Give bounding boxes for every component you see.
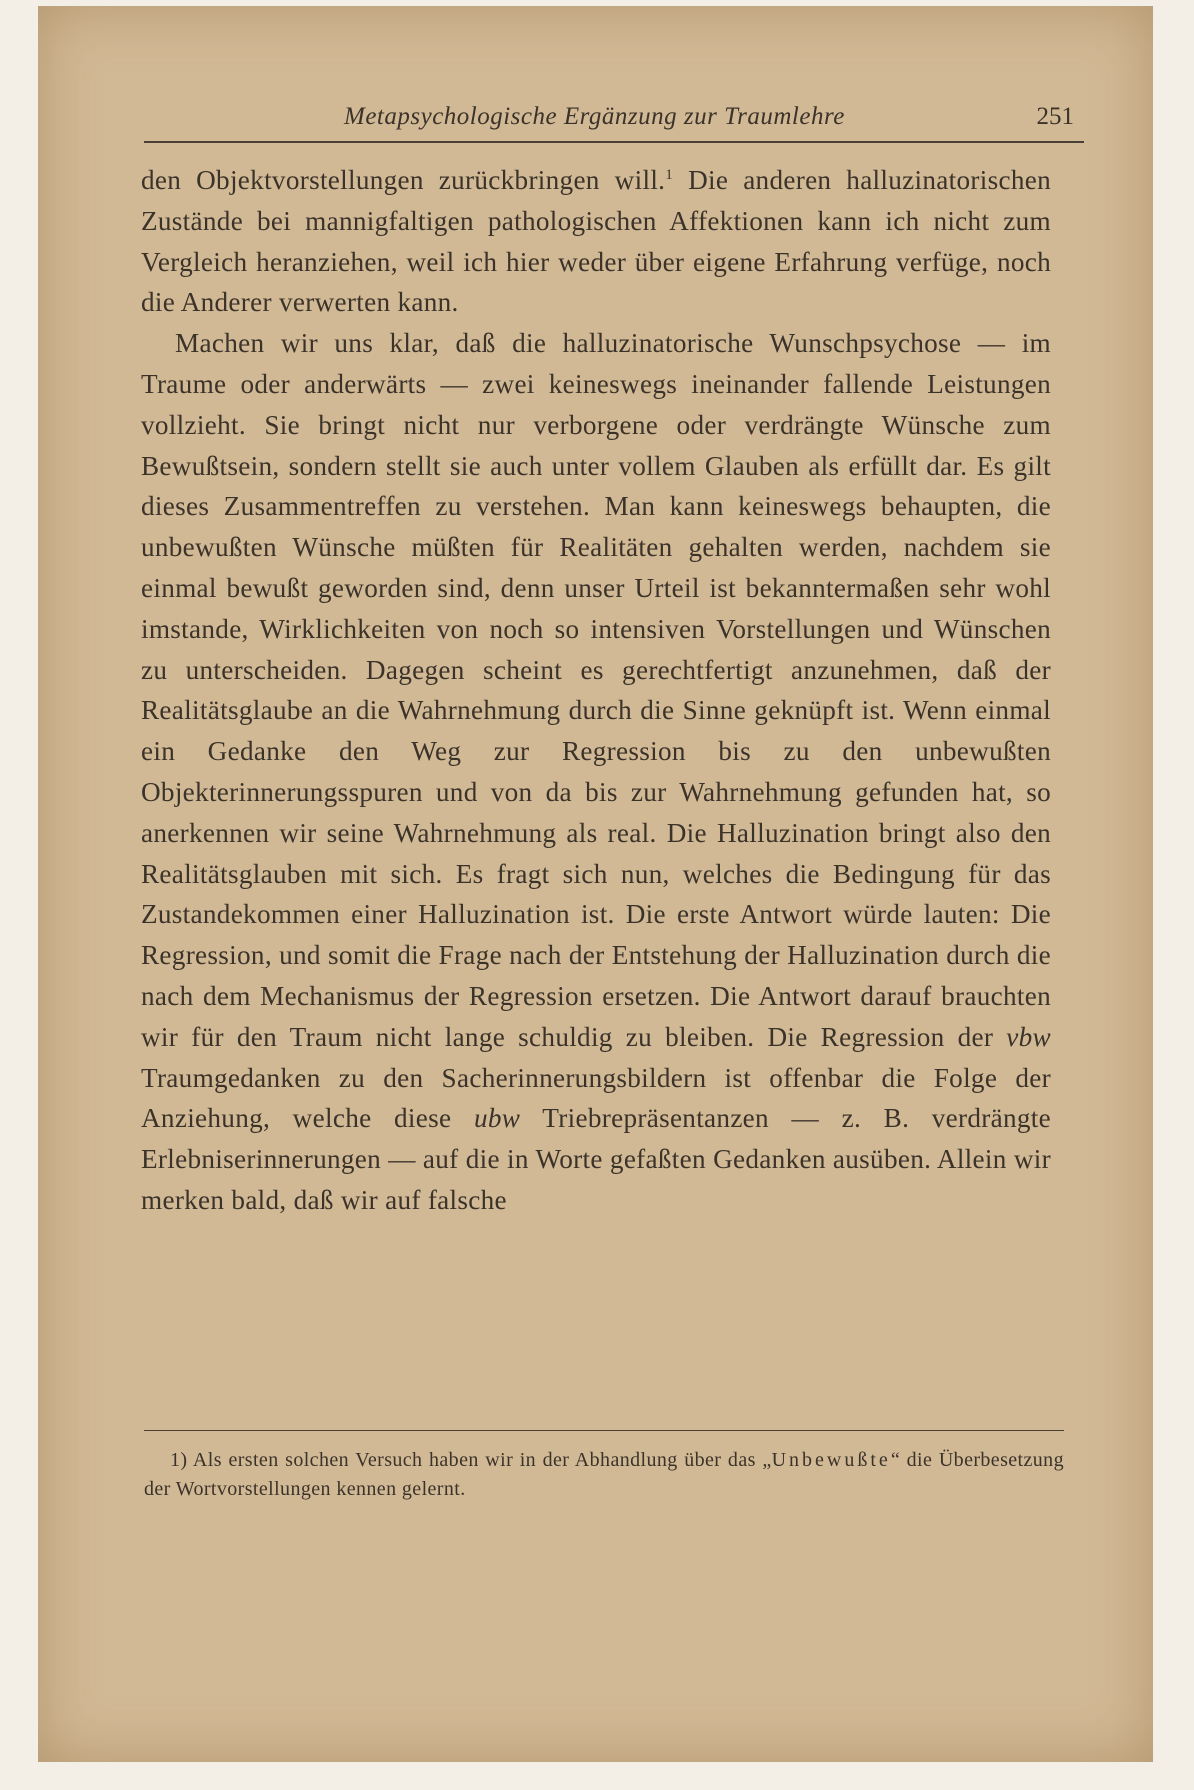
term-ubw: ubw (473, 1103, 521, 1134)
footnote-marker: 1) (170, 1449, 193, 1471)
footnote-text-a: Als ersten solchen Versuch haben wir in der Abhandlung über das „ (192, 1449, 772, 1471)
page-number: 251 (1036, 103, 1074, 130)
term-vbw: vbw (1006, 1021, 1051, 1052)
paragraph-1 (141, 160, 1051, 323)
running-title: Metapsychologische Ergänzung zur Traumlehre (344, 103, 845, 130)
footnote-reference: 1 (665, 166, 674, 183)
running-header (144, 101, 1084, 143)
paragraph-2 (141, 323, 1051, 1221)
paragraph-1-text-a: den Objektvorstellungen zurückbringen will. (141, 165, 666, 195)
footnote-text-b: “ die Überbesetzung der Wortvorstellungen kennen gelernt. (144, 1449, 1064, 1500)
footnote-spaced-term: Unbewußte (771, 1449, 891, 1471)
scanned-page (38, 6, 1153, 1762)
footnote (144, 1446, 1064, 1504)
body-text (141, 160, 1051, 1221)
footnote-divider (144, 1430, 1064, 1431)
paragraph-2-text-a: Machen wir uns klar, daß die halluzinatorische Wunschpsychose — im Traume oder anderwärts — zwei keineswegs ineinander fallende Leistungen vollzieht. Sie bringt nicht nur verborgene oder verdrängte Wünsche zum Bewußtsein, sondern stellt sie auch unter vollem Glauben als erfüllt dar. Es gilt dieses Zusammentreffen zu verstehen. Man kann keineswegs behaupten, die unbewußten Wünsche müßten für Realitäten gehalten werden, nachdem sie einmal bewußt geworden sind, denn unser Urteil ist bekanntermaßen sehr wohl imstande, Wirklichkeiten von noch so intensiven Vorstellungen und Wünschen zu unterscheiden. Dagegen scheint es gerechtfertigt anzunehmen, daß der Realitätsglaube an die Wahrnehmung durch die Sinne geknüpft ist. Wenn einmal ein Gedanke den Weg zur Regression bis zu den unbewußten Objekterinnerungsspuren und von da bis zur Wahrnehmung gefunden hat, so anerkennen wir seine Wahrnehmung als real. Die Halluzination bringt also den Realitätsglauben mit sich. Es fragt sich nun, welches die Bedingung für das Zustandekommen einer Halluzination ist. Die erste Antwort würde lauten: Die Regression, und somit die Frage nach der Entstehung der Halluzination durch die nach dem Mechanismus der Regression ersetzen. Die Antwort darauf brauchten wir für den Traum nicht lange schuldig zu bleiben. Die Regression der (141, 328, 1051, 1052)
paragraph-2-text-b: Traumgedanken zu den Sacherinnerungsbildern ist offenbar die Folge der Anziehung, welche diese (141, 1062, 1051, 1134)
paragraph-2-text-c: Triebrepräsentanzen — z. B. verdrängte Erlebniserinnerungen — auf die in Worte gefaßten Gedanken ausüben. Allein wir merken bald, daß wir auf falsche (141, 1103, 1051, 1215)
paragraph-1-text-b: Die anderen halluzinatorischen Zustände bei mannigfaltigen pathologischen Affektionen kann ich nicht zum Vergleich heranziehen, weil ich hier weder über eigene Erfahrung verfüge, noch die Anderer verwerten kann. (141, 165, 1051, 318)
